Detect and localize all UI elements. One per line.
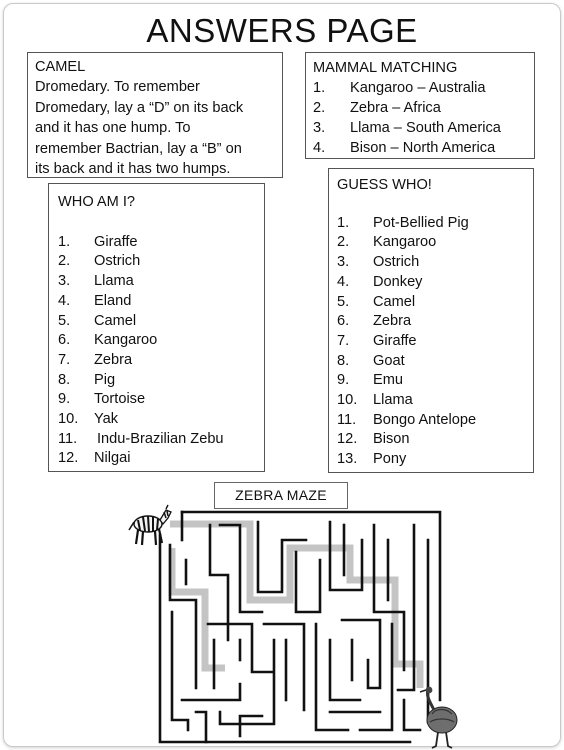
item-number: 12. bbox=[58, 450, 79, 467]
camel-line: Dromedary. To remember bbox=[35, 79, 200, 96]
item-number: 13. bbox=[337, 451, 358, 468]
camel-line: remember Bactrian, lay a “B” on bbox=[35, 140, 242, 157]
item-text: Indu-Brazilian Zebu bbox=[97, 430, 224, 447]
item-number: 9. bbox=[58, 391, 71, 408]
item-text: Camel bbox=[94, 312, 137, 329]
item-text: Kangaroo bbox=[94, 332, 158, 349]
item-text: Ostrich bbox=[373, 254, 420, 271]
item-number: 11. bbox=[337, 411, 357, 428]
item-number: 1. bbox=[337, 214, 350, 231]
item-number: 2. bbox=[313, 100, 326, 116]
zebra-icon bbox=[129, 505, 171, 545]
item-text: Bison bbox=[373, 431, 410, 448]
item-number: 10. bbox=[337, 392, 358, 409]
item-text: Pot-Bellied Pig bbox=[373, 214, 469, 231]
item-text: Zebra bbox=[94, 351, 133, 368]
item-text: Llama – South America bbox=[350, 120, 501, 136]
emu-icon bbox=[420, 687, 457, 748]
page-title: ANSWERS PAGE bbox=[146, 12, 418, 49]
item-number: 2. bbox=[337, 234, 350, 251]
item-number: 1. bbox=[58, 233, 71, 250]
camel-line: and it has one hump. To bbox=[35, 120, 191, 137]
item-number: 10. bbox=[58, 411, 79, 428]
camel-line: its back and it has two humps. bbox=[35, 161, 231, 178]
item-number: 3. bbox=[58, 273, 71, 290]
item-number: 6. bbox=[337, 313, 350, 330]
item-number: 9. bbox=[337, 372, 350, 389]
item-number: 7. bbox=[58, 351, 71, 368]
mammal-matching-heading: MAMMAL MATCHING bbox=[313, 60, 458, 76]
item-text: Camel bbox=[373, 293, 416, 310]
item-text: Llama bbox=[94, 273, 134, 290]
item-number: 12. bbox=[337, 431, 358, 448]
item-text: Kangaroo bbox=[373, 234, 437, 251]
item-number: 8. bbox=[337, 352, 350, 369]
guess-who-heading: GUESS WHO! bbox=[337, 177, 432, 193]
item-text: Tortoise bbox=[94, 391, 146, 408]
item-text: Llama bbox=[373, 392, 413, 409]
item-number: 3. bbox=[337, 254, 350, 271]
item-number: 7. bbox=[337, 332, 350, 349]
item-number: 4. bbox=[313, 140, 326, 156]
item-number: 5. bbox=[337, 293, 350, 310]
item-number: 3. bbox=[313, 120, 326, 136]
item-text: Yak bbox=[94, 411, 119, 428]
camel-heading: CAMEL bbox=[35, 59, 86, 75]
item-number: 2. bbox=[58, 253, 71, 270]
item-number: 1. bbox=[313, 80, 326, 96]
item-number: 5. bbox=[58, 312, 71, 329]
item-text: Emu bbox=[373, 372, 404, 389]
item-text: Bongo Antelope bbox=[373, 411, 477, 428]
item-text: Pig bbox=[94, 371, 116, 388]
item-text: Giraffe bbox=[94, 233, 138, 250]
item-text: Donkey bbox=[373, 273, 423, 290]
item-number: 4. bbox=[337, 273, 350, 290]
item-text: Ostrich bbox=[94, 253, 141, 270]
item-number: 4. bbox=[58, 292, 71, 309]
item-text: Pony bbox=[373, 451, 407, 468]
who-am-i-heading: WHO AM I? bbox=[58, 194, 136, 210]
item-text: Zebra – Africa bbox=[350, 100, 441, 116]
item-text: Nilgai bbox=[94, 450, 131, 467]
maze-label: ZEBRA MAZE bbox=[214, 482, 348, 509]
item-number: 8. bbox=[58, 371, 71, 388]
item-text: Kangaroo – Australia bbox=[350, 80, 486, 96]
camel-line: Dromedary, lay a “D” on its back bbox=[35, 99, 244, 116]
item-number: 6. bbox=[58, 332, 71, 349]
item-text: Eland bbox=[94, 292, 132, 309]
item-text: Bison – North America bbox=[350, 140, 496, 156]
item-text: Giraffe bbox=[373, 332, 417, 349]
item-number: 11. bbox=[58, 430, 78, 447]
item-text: Zebra bbox=[373, 313, 412, 330]
item-text: Goat bbox=[373, 352, 405, 369]
